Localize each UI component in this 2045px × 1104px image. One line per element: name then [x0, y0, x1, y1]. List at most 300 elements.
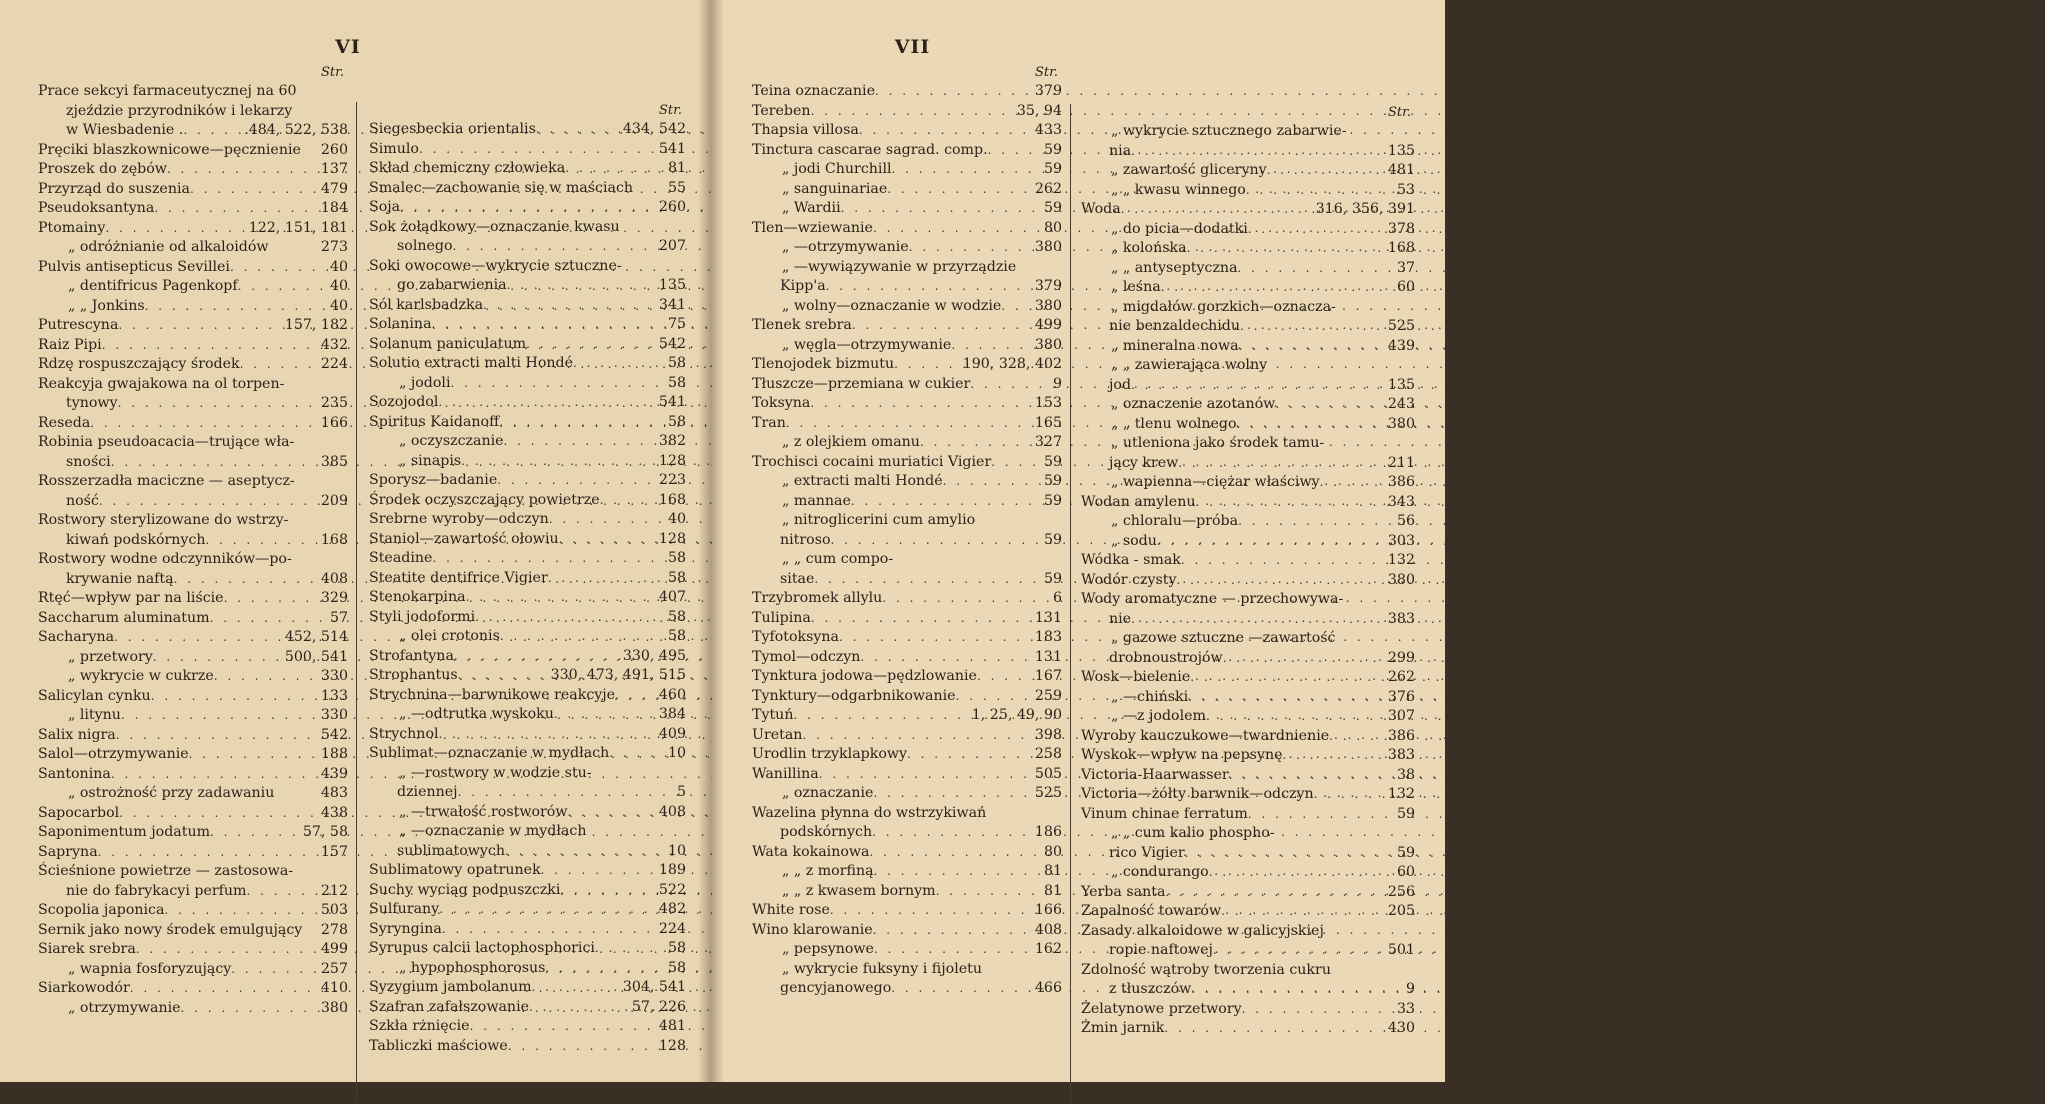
index-entry	[752, 414, 1062, 434]
index-entry	[38, 180, 348, 200]
index-entry	[752, 375, 1062, 395]
index-entry	[38, 531, 348, 551]
index-term: „ „ zawierająca wolny	[1111, 357, 1268, 373]
page-reference: 37	[1396, 259, 1415, 276]
left-page	[0, 0, 712, 1082]
dot-leader	[907, 745, 1032, 765]
index-term: Yerba santa	[1081, 883, 1166, 900]
dot-leader	[830, 901, 1032, 921]
page-reference: 410	[320, 980, 348, 996]
index-entry	[1081, 454, 1415, 474]
index-term: „ —rostwory w wodzie stu-	[399, 764, 592, 781]
index-entry	[369, 959, 686, 979]
index-entry	[1081, 727, 1415, 747]
page-reference: 433	[1034, 122, 1062, 138]
index-term: „ pepsynowe	[782, 941, 874, 957]
dot-leader	[529, 998, 629, 1018]
index-term: Tabliczki maściowe	[369, 1037, 508, 1054]
index-term: „ jodi Churchill	[782, 161, 892, 177]
index-term: Smalec—zachowanie się w maściach	[369, 179, 634, 196]
dot-leader	[810, 394, 1032, 414]
index-entry	[752, 589, 1062, 609]
index-term: Putrescyna	[38, 317, 119, 333]
page-reference: 307	[1387, 708, 1415, 724]
dot-leader	[1329, 727, 1385, 747]
index-entry	[38, 492, 348, 512]
index-term: Tyfotoksyna	[752, 629, 840, 645]
dot-leader	[565, 159, 665, 179]
index-entry	[38, 550, 348, 570]
index-entry	[38, 297, 348, 317]
index-term: Prace sekcyi farmaceutycznej na 60	[38, 83, 297, 99]
index-term: „ wykrycie fuksyny i fijoletu	[782, 960, 982, 977]
index-term: Skład chemiczny człowieka	[369, 160, 566, 176]
index-term: White rose	[752, 902, 830, 918]
index-term: Uretan	[752, 726, 803, 743]
index-term: Wyskok—wpływ na pepsynę	[1081, 747, 1283, 763]
page-reference: 58	[667, 959, 686, 976]
index-term: „ —wywiązywanie w przyrządzie	[782, 258, 1017, 275]
page-number: VI	[335, 36, 361, 58]
index-entry	[1081, 941, 1415, 961]
page-reference: 343	[1387, 493, 1415, 510]
page-reference: 211	[1387, 454, 1415, 471]
index-entry	[752, 901, 1062, 921]
page-reference: 133	[320, 687, 348, 704]
dot-leader	[500, 627, 665, 647]
index-entry	[1081, 161, 1415, 181]
index-term: „ extracti malti Hondé	[782, 473, 943, 489]
dot-leader	[475, 608, 665, 628]
index-term: „ zawartość gliceryny	[1111, 162, 1267, 178]
index-entry	[38, 355, 348, 375]
index-term: sitae	[780, 570, 815, 587]
dot-leader	[164, 901, 317, 921]
page-reference: 6	[1052, 590, 1062, 606]
page-reference: 190, 328, 402	[962, 356, 1062, 372]
page-reference: 58	[667, 355, 686, 371]
index-entry	[38, 141, 348, 161]
index-entry	[752, 433, 1062, 453]
index-entry	[38, 999, 348, 1019]
index-entry	[1081, 902, 1415, 922]
index-entry	[752, 745, 1062, 765]
index-entry	[752, 609, 1062, 629]
page-reference: 503	[320, 902, 348, 918]
dot-leader	[887, 180, 1032, 200]
index-entry	[752, 238, 1062, 258]
dot-leader	[181, 999, 318, 1019]
index-entry	[369, 530, 686, 550]
index-entry	[369, 335, 686, 355]
index-entry	[369, 315, 686, 335]
index-entry	[38, 433, 348, 453]
dot-leader	[210, 609, 327, 629]
page-reference: 183	[1034, 629, 1062, 645]
index-entry	[1081, 1000, 1415, 1020]
page-reference: 166	[1034, 902, 1062, 918]
index-term: w Wiesbadenie .	[66, 122, 184, 138]
index-term: gencyjanowego	[780, 980, 892, 996]
dot-leader	[1195, 493, 1384, 513]
index-term: Wazelina płynna do wstrzykiwań	[752, 804, 987, 821]
index-entry	[752, 277, 1062, 297]
index-entry	[1081, 259, 1415, 279]
index-term: Szkła rżnięcie	[369, 1018, 470, 1034]
index-entry	[369, 647, 686, 667]
dot-leader	[1190, 668, 1385, 688]
index-entry	[1081, 298, 1415, 318]
page-reference: 466	[1034, 980, 1062, 996]
index-term: „ oczyszczanie	[399, 433, 504, 449]
index-term: „ przetwory	[68, 648, 153, 665]
index-entry	[369, 237, 686, 257]
dot-leader	[873, 219, 1041, 239]
dot-leader	[1221, 902, 1385, 922]
index-term: „ gazowe sztuczne —zawartość	[1111, 630, 1336, 646]
page-reference: 330, 495	[622, 647, 686, 664]
index-term: „ mineralna nowa	[1111, 337, 1239, 354]
page-reference: 153	[1034, 395, 1062, 411]
page-reference: 408	[320, 570, 348, 587]
index-term: Tłuszcze—przemiana w cukier	[752, 375, 971, 392]
index-entry	[369, 900, 686, 920]
index-entry	[38, 336, 348, 356]
dot-leader	[230, 258, 327, 278]
dot-leader	[545, 959, 664, 979]
dot-leader	[875, 82, 1032, 102]
index-entry	[38, 453, 348, 473]
index-entry	[1081, 551, 1415, 571]
index-entry	[369, 978, 686, 998]
page-reference: 58	[667, 550, 686, 566]
index-term: Syryngina	[369, 920, 442, 937]
index-term: Thapsia villosa	[752, 122, 859, 138]
index-entry	[369, 276, 686, 296]
index-term: Wody aromatyczne — przechowywa-	[1081, 591, 1344, 607]
index-entry	[369, 744, 686, 764]
page-reference: 58	[667, 608, 686, 625]
dot-leader	[111, 765, 318, 785]
dot-leader	[206, 531, 318, 551]
index-term: „ sodu	[1111, 532, 1157, 549]
page-reference: 223	[658, 472, 686, 488]
index-term: „ węgla—otrzymywanie	[782, 336, 952, 353]
index-term: Siarek srebra	[38, 941, 136, 957]
page-reference: 383	[1387, 747, 1415, 763]
index-entry	[369, 393, 686, 413]
index-entry	[1081, 356, 1415, 376]
dot-leader	[1246, 181, 1394, 201]
page-reference: 257	[320, 960, 348, 977]
index-term: Tynktura jodowa—pędzlowanie	[752, 668, 977, 684]
index-term: Sok żołądkowy—oznaczanie kwasu	[369, 218, 620, 235]
page-reference: 483	[320, 785, 348, 801]
index-entry	[38, 609, 348, 629]
index-term: Sozojodol	[369, 394, 439, 410]
index-term: „ „ antyseptyczna	[1111, 259, 1238, 276]
index-entry	[38, 667, 348, 687]
index-term: „ —chiński	[1111, 688, 1189, 705]
index-entry	[752, 706, 1062, 726]
index-list	[369, 120, 686, 1056]
index-term: nia	[1109, 142, 1132, 159]
page-reference: 379	[1034, 278, 1062, 294]
index-term: Solanina	[369, 316, 432, 332]
index-entry	[369, 354, 686, 374]
dot-leader	[970, 375, 1050, 395]
page-reference: 60	[1396, 864, 1415, 880]
dot-leader	[1131, 610, 1385, 630]
dot-leader	[1165, 883, 1385, 903]
index-term: „ mannae	[782, 492, 851, 509]
index-entry	[369, 569, 686, 589]
dot-leader	[1229, 766, 1394, 786]
dot-leader	[573, 354, 665, 374]
page-reference: 40	[329, 278, 348, 294]
index-term: „ „ z kwasem bornym	[782, 882, 936, 899]
index-entry	[1081, 688, 1415, 708]
page-reference: 481	[1387, 162, 1415, 178]
index-entry	[38, 199, 348, 219]
index-entry	[1081, 493, 1415, 513]
page-reference: 501	[1387, 942, 1415, 958]
dot-leader	[1238, 512, 1394, 532]
dot-leader	[136, 940, 318, 960]
index-entry	[752, 784, 1062, 804]
index-term: Syzygium jambolanum	[369, 979, 532, 995]
index-entry	[369, 471, 686, 491]
index-entry	[38, 394, 348, 414]
dot-leader	[151, 687, 318, 707]
page-reference: 33	[1396, 1000, 1415, 1017]
page-reference: 407	[658, 589, 686, 605]
dot-leader	[153, 648, 282, 668]
page-reference: 330	[320, 668, 348, 684]
index-term: Steadine	[369, 550, 433, 566]
dot-leader	[786, 414, 1032, 434]
index-entry	[752, 843, 1062, 863]
index-entry	[752, 394, 1062, 414]
page-reference: 53	[1396, 181, 1415, 198]
index-term: „ jodoli	[399, 374, 451, 391]
index-term: Strofantyna	[369, 647, 454, 664]
index-entry	[38, 940, 348, 960]
index-entry	[369, 588, 686, 608]
index-term: Kipp'a	[780, 278, 826, 294]
index-term: Wino klarowanie	[752, 921, 873, 938]
index-term: Rostwory wodne odczynników—po-	[38, 551, 292, 567]
index-entry	[369, 549, 686, 569]
page-reference: 380	[1034, 336, 1062, 353]
page-reference: 128	[658, 530, 686, 547]
index-term: Pulvis antisepticus Sevillei	[38, 258, 230, 275]
index-term: „ chloralu—próba	[1111, 513, 1239, 529]
dot-leader	[977, 667, 1032, 687]
index-term: Salol—otrzymywanie	[38, 746, 189, 762]
index-entry	[38, 277, 348, 297]
index-term: „ wapienna—ciężar właściwy	[1111, 474, 1320, 490]
dot-leader	[1164, 1019, 1384, 1039]
page-reference: 188	[320, 746, 348, 762]
dot-leader	[119, 804, 318, 824]
index-entry	[752, 297, 1062, 317]
dot-leader	[595, 939, 665, 959]
index-entry	[369, 257, 686, 277]
index-term: Siegesbeckia orientalis	[369, 121, 536, 137]
index-entry	[1081, 220, 1415, 240]
index-entry	[38, 102, 348, 122]
index-entry	[369, 822, 686, 842]
dot-leader	[549, 510, 665, 530]
page-reference: 316, 356, 391	[1315, 201, 1415, 217]
index-entry	[1081, 200, 1415, 220]
index-entry	[1081, 434, 1415, 454]
index-term: „ nitroglicerini cum amylio	[782, 512, 976, 528]
index-term: ność	[66, 492, 99, 509]
page-reference: 59	[1043, 570, 1062, 587]
page-reference: 378	[1387, 220, 1415, 237]
index-term: Victoria—żółty barwnik—odczyn	[1081, 786, 1314, 802]
page-reference: 224	[658, 920, 686, 937]
page-reference: 541	[658, 140, 686, 157]
dot-leader	[988, 141, 1041, 161]
dot-leader	[831, 531, 1041, 551]
index-term: Robinia pseudoacacia—trujące wła-	[38, 434, 295, 450]
page-reference: 9	[1405, 981, 1415, 997]
page-reference: 299	[1387, 649, 1415, 666]
page-reference: 57, 226	[631, 998, 686, 1015]
page-reference: 262	[1034, 180, 1062, 197]
index-term: „ utleniona jako środek tamu-	[1111, 435, 1325, 451]
index-term: Sublimat—oznaczanie w mydłach	[369, 745, 610, 761]
index-term: Tlenojodek bizmutu	[752, 356, 895, 372]
index-entry	[752, 336, 1062, 356]
page-reference: 131	[1034, 609, 1062, 626]
page-reference: 157, 182	[284, 317, 348, 333]
index-term: Ptomainy	[38, 219, 106, 236]
index-entry	[38, 472, 348, 492]
index-term: Strychnol	[369, 725, 439, 742]
index-entry	[752, 823, 1062, 843]
index-entry	[1081, 512, 1415, 532]
dot-leader	[841, 199, 1041, 219]
page-reference: 380	[1387, 571, 1415, 588]
dot-leader	[536, 120, 620, 140]
dot-leader	[154, 199, 318, 219]
dot-leader	[811, 102, 1014, 122]
index-term: Urodlin trzyklapkowy	[752, 746, 908, 762]
page-reference: 166	[320, 414, 348, 431]
index-term: Woda	[1081, 201, 1121, 217]
page-reference: 59	[1043, 453, 1062, 470]
index-entry	[369, 491, 686, 511]
index-term: Spiritus Kaidanoff	[369, 413, 500, 430]
dot-leader	[1238, 259, 1394, 279]
dot-leader	[167, 160, 318, 180]
page-reference: 135	[1387, 376, 1415, 393]
index-term: Sapryna	[38, 843, 98, 860]
index-term: Reseda	[38, 414, 91, 431]
index-term: „ hypophosphorosus	[399, 959, 546, 976]
page-reference: 40	[329, 258, 348, 275]
page-reference: 80	[1043, 219, 1062, 236]
page-reference: 525	[1034, 785, 1062, 801]
page-reference: 380	[1034, 239, 1062, 255]
index-term: „ condurango	[1111, 864, 1209, 880]
page-reference: 80	[1043, 843, 1062, 860]
page-reference: 439	[320, 765, 348, 782]
page-reference: 1, 25, 49, 90	[971, 707, 1062, 723]
page-reference: 162	[1034, 941, 1062, 957]
page-reference: 10	[667, 842, 686, 859]
dot-leader	[1188, 688, 1385, 708]
index-entry	[1081, 707, 1415, 727]
dot-leader	[99, 492, 318, 512]
page-reference: 60	[1396, 279, 1415, 295]
page-reference: 430	[1387, 1020, 1415, 1036]
dot-leader	[1213, 941, 1385, 961]
index-entry	[38, 979, 348, 999]
page-reference: 135	[1387, 142, 1415, 159]
index-entry	[369, 198, 686, 218]
index-term: Proszek do zębów	[38, 161, 167, 177]
index-entry	[369, 861, 686, 881]
index-term: Salicylan cynku	[38, 687, 151, 704]
index-entry	[752, 882, 1062, 902]
dot-leader	[872, 823, 1032, 843]
index-term: krywanie naftą	[66, 570, 174, 587]
index-term: Sporysz—badanie	[369, 472, 498, 488]
index-term: „ dentifricus Pagenkopf	[68, 278, 238, 294]
index-term: Siarkowodór	[38, 980, 130, 996]
index-term: Trochisci cocaini muriatici Vigier	[752, 453, 992, 470]
dot-leader	[802, 726, 1031, 746]
page-reference: 408	[658, 803, 686, 820]
page-reference: 481	[658, 1018, 686, 1034]
page-reference: 380	[320, 999, 348, 1016]
index-column	[1070, 104, 1415, 1104]
dot-leader	[819, 765, 1032, 785]
page-reference: 438	[320, 804, 348, 821]
dot-leader	[874, 862, 1041, 882]
index-term: Sacharyna	[38, 629, 115, 645]
index-entry	[1081, 239, 1415, 259]
page-reference: 167	[1034, 668, 1062, 684]
index-term: „ „ cum kalio phospho-	[1111, 825, 1275, 841]
index-list	[752, 82, 1062, 999]
index-term: Sublimatowy opatrunek	[369, 862, 541, 878]
dot-leader	[920, 433, 1032, 453]
index-entry	[369, 881, 686, 901]
page-reference: 304, 541	[622, 979, 686, 995]
dot-leader	[548, 569, 665, 589]
page-reference: 259	[1034, 687, 1062, 704]
dot-leader	[90, 414, 318, 434]
index-term: Saponimentum jodatum	[38, 824, 211, 840]
index-term: kiwań podskórnych	[66, 531, 206, 548]
index-entry	[38, 687, 348, 707]
index-entry	[752, 960, 1062, 980]
page-reference: 189	[658, 862, 686, 878]
index-term: Saccharum aluminatum	[38, 609, 210, 626]
index-entry	[38, 121, 348, 141]
index-term: „ leśna	[1111, 279, 1161, 295]
index-entry	[38, 238, 348, 258]
page-reference: 460	[658, 686, 686, 703]
dot-leader	[1001, 297, 1032, 317]
index-term: Teina oznaczanie	[752, 83, 875, 99]
